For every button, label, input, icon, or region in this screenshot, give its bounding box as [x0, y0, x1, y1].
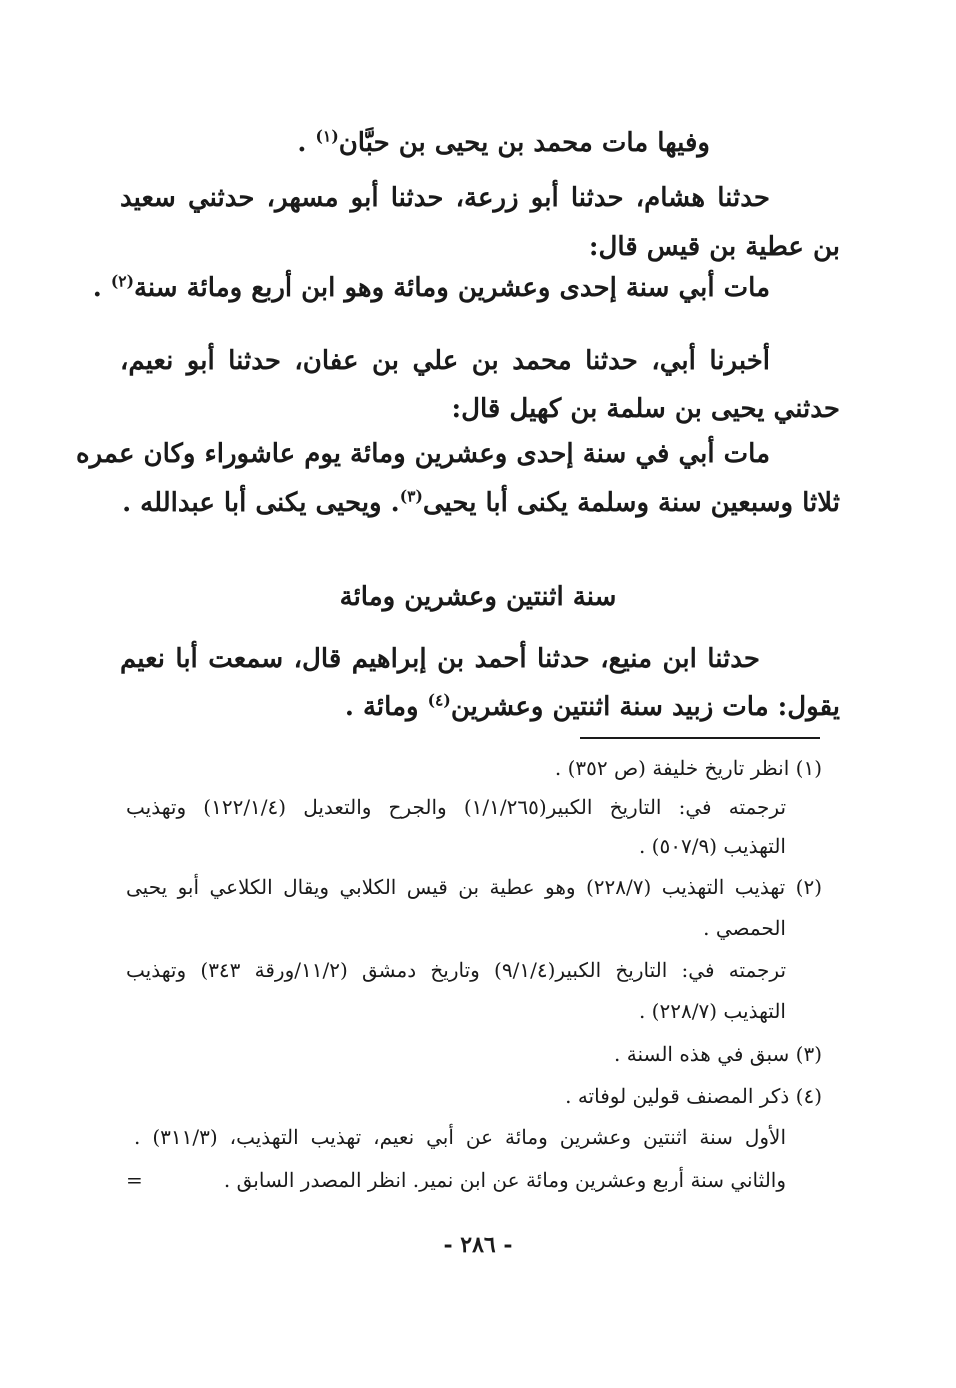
- footnote-line: ترجمته في: التاريخ الكبير(٩/١/٤) وتاريخ دمشق (١١/٢/ورقة ٣٤٣) وتهذيب: [126, 958, 787, 982]
- footnote-line: ترجمته في: التاريخ الكبير(١/١/٢٦٥) والجرح والتعديل (١٢٢/١/٤) وتهذيب: [126, 795, 787, 819]
- footnote-line: والثاني سنة أربع وعشرين ومائة عن ابن نمير. انظر المصدر السابق .: [223, 1168, 786, 1192]
- text-line: مات أبي سنة إحدى وعشرين ومائة وهو ابن أربع ومائة سنة$^{(٢)}$ .: [92, 271, 770, 303]
- text-line: أخبرنا أبي، حدثنا محمد بن علي بن عفان، حدثنا أبو نعيم،: [120, 346, 770, 376]
- footnote-ref[interactable]: (٣): [399, 486, 423, 506]
- text-line: بن عطية بن قيس قال:: [588, 232, 840, 262]
- continuation-mark: =: [126, 1168, 143, 1192]
- footnote-line: التهذيب (٥٠٧/٩) .: [638, 834, 786, 858]
- text-line: حدثني يحيى بن سلمة بن كهيل قال:: [451, 394, 840, 424]
- footnote-ref[interactable]: (٤): [427, 690, 451, 710]
- text-line: يقول: مات زبيد سنة اثنتين وعشرين$^{(٤)}$ ومائة .: [344, 690, 840, 722]
- footnote: (٤) ذكر المصنف قولين لوفاته .: [565, 1084, 822, 1108]
- footnote: (٣) سبق في هذه السنة .: [614, 1042, 822, 1066]
- footnote-ref[interactable]: (١): [315, 126, 339, 146]
- footnote-separator: [580, 737, 820, 739]
- text-line: وفيها مات محمد بن يحيى بن حبَّان$^{(١)}$ .: [297, 126, 710, 158]
- section-heading: سنة اثنتين وعشرين ومائة: [339, 582, 617, 612]
- text-line: مات أبي في سنة إحدى وعشرين ومائة يوم عاشوراء وكان عمره: [75, 439, 770, 469]
- footnote-ref[interactable]: (٢): [110, 271, 134, 291]
- page-number: - ٢٨٦ -: [443, 1232, 513, 1258]
- footnote-line: الحمصي .: [703, 916, 786, 940]
- text-line: حدثنا ابن منيع، حدثنا أحمد بن إبراهيم قال، سمعت أبا نعيم: [120, 644, 760, 674]
- text-line: ثلاثا وسبعين سنة وسلمة يكنى أبا يحيى$^{(٣)}$. ويحيى يكنى أبا عبدالله .: [122, 486, 840, 518]
- footnote-line: الأول سنة اثنتين وعشرين ومائة عن أبي نعيم، تهذيب التهذيب، (٣١١/٣) .: [134, 1125, 786, 1149]
- text-line: حدثنا هشام، حدثنا أبو زرعة، حدثنا أبو مسهر، حدثني سعيد: [120, 183, 770, 213]
- footnote: (١) انظر تاريخ خليفة (ص ٣٥٢) .: [554, 756, 822, 780]
- footnote: (٢) تهذيب التهذيب (٢٢٨/٧) وهو عطية بن قيس الكلابي ويقال الكلاعي أبو يحيى: [126, 875, 822, 899]
- footnote-line: التهذيب (٢٢٨/٧) .: [638, 999, 786, 1023]
